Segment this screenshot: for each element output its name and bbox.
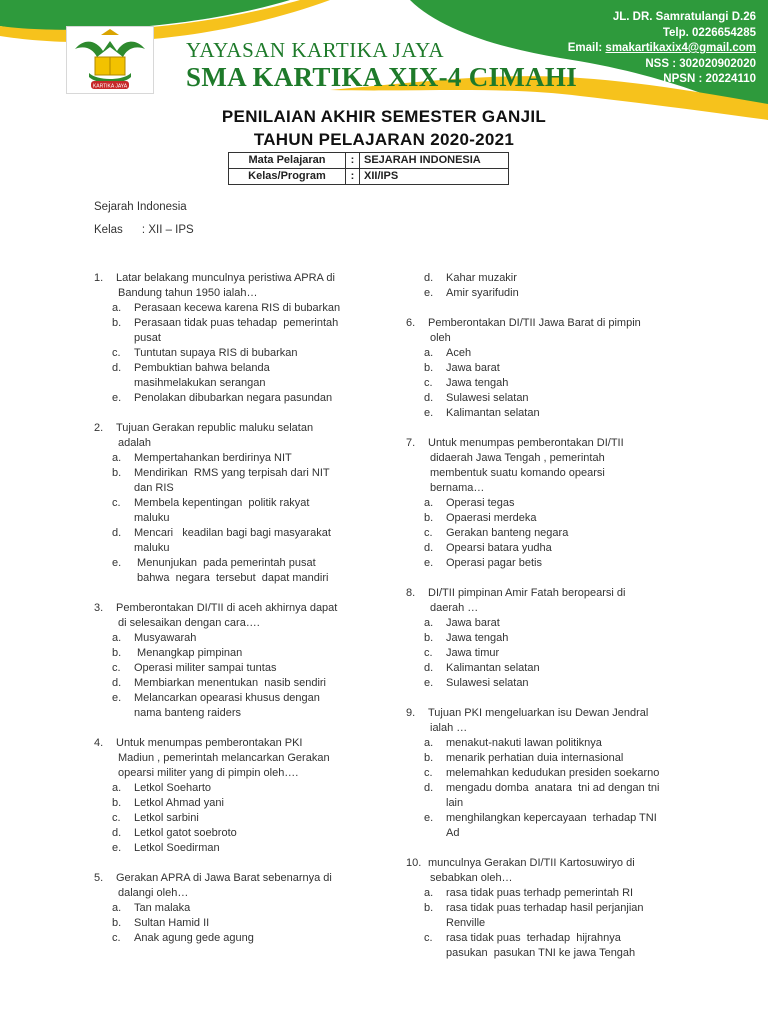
question-line: bernama… (430, 482, 485, 494)
option-letter: b. (424, 752, 434, 764)
questions-left-column (94, 271, 394, 946)
answer-option (406, 541, 706, 556)
option-text: Jawa timur (446, 647, 500, 659)
option-text: Sultan Hamid II (134, 917, 210, 929)
question-text (94, 601, 394, 631)
answer-option (406, 766, 706, 781)
exam-info-table (228, 152, 509, 185)
option-text: Pembuktian bahwa belanda (134, 362, 270, 374)
option-letter: c. (112, 497, 121, 509)
option-text: Aceh (446, 347, 472, 359)
answer-option (406, 661, 706, 676)
option-text: mengadu domba anatara tni ad dengan tni (446, 782, 660, 794)
option-letter: d. (424, 542, 434, 554)
question-item (94, 271, 394, 406)
questions-right-column (406, 271, 706, 961)
question-text (406, 436, 706, 496)
option-letter: d. (112, 677, 122, 689)
option-letter: b. (112, 467, 122, 479)
answer-option (94, 841, 394, 856)
answer-option (94, 931, 394, 946)
question-line: Untuk menumpas pemberontakan DI/TII (428, 437, 624, 449)
option-text: pasukan pasukan TNI ke jawa Tengah (446, 947, 636, 959)
option-letter: e. (112, 557, 122, 569)
answer-option (406, 811, 706, 841)
option-letter: d. (424, 272, 434, 284)
question-text (94, 421, 394, 451)
option-text: Kalimantan selatan (446, 407, 540, 419)
answer-option (406, 556, 706, 571)
option-text: Penolakan dibubarkan negara pasundan (134, 392, 333, 404)
option-text: Opaerasi merdeka (446, 512, 537, 524)
option-text: Amir syarifudin (446, 287, 519, 299)
logo-label: KARTIKA JAYA (92, 83, 128, 90)
info-colon: : (346, 153, 360, 169)
option-text: maluku (134, 512, 170, 524)
contact-block (568, 10, 756, 88)
question-number: 2. (94, 422, 104, 434)
option-letter: d. (424, 782, 434, 794)
option-letter: c. (112, 812, 121, 824)
question-line: DI/TII pimpinan Amir Fatah beropearsi di (428, 587, 626, 599)
question-line: adalah (118, 437, 152, 449)
option-text: Jawa barat (446, 362, 500, 374)
question-number: 4. (94, 737, 104, 749)
option-text: Melancarkan opearasi khusus dengan (134, 692, 320, 704)
option-text: Tuntutan supaya RIS di bubarkan (134, 347, 298, 359)
option-letter: b. (424, 632, 434, 644)
school-logo (66, 26, 154, 94)
option-text: Renville (446, 917, 486, 929)
option-letter: c. (112, 662, 121, 674)
info-value: SEJARAH INDONESIA (360, 153, 509, 169)
subject-line: Sejarah Indonesia (94, 201, 187, 213)
question-line: Latar belakang munculnya peristiwa APRA di (116, 272, 335, 284)
answer-option (94, 556, 394, 586)
option-text: Letkol gatot soebroto (134, 827, 237, 839)
answer-option (94, 631, 394, 646)
answer-option (94, 316, 394, 346)
option-letter: b. (112, 917, 122, 929)
answer-option (94, 391, 394, 406)
answer-option (406, 286, 706, 301)
option-text: Letkol Ahmad yani (134, 797, 224, 809)
option-text: Letkol Soeharto (134, 782, 212, 794)
answer-option (94, 661, 394, 676)
option-letter: e. (112, 842, 122, 854)
logo-emblem-icon (67, 27, 153, 93)
answer-option (94, 811, 394, 826)
answer-option (94, 691, 394, 721)
option-text: Menangkap pimpinan (134, 647, 243, 659)
option-text: Letkol sarbini (134, 812, 199, 824)
question-item (406, 586, 706, 691)
answer-option (406, 736, 706, 751)
question-item (406, 316, 706, 421)
option-text: Jawa tengah (446, 632, 509, 644)
option-text: Perasaan kecewa karena RIS di bubarkan (134, 302, 341, 314)
question-text (406, 316, 706, 346)
question-number: 5. (94, 872, 104, 884)
info-row-subject (229, 153, 509, 169)
answer-option (406, 526, 706, 541)
option-text: Operasi tegas (446, 497, 515, 509)
question-item (94, 736, 394, 856)
question-line: Pemberontakan DI/TII di aceh akhirnya dapat (116, 602, 338, 614)
option-text: rasa tidak puas terhadap hijrahnya (446, 932, 621, 944)
question-text (406, 706, 706, 736)
question-line: opearsi militer yang di pimpin oleh…. (118, 767, 299, 779)
option-text: bahwa negara tersebut dapat mandiri (134, 572, 329, 584)
option-text: nama banteng raiders (134, 707, 242, 719)
answer-option (94, 496, 394, 526)
option-letter: a. (112, 782, 122, 794)
option-text: dan RIS (134, 482, 174, 494)
continued-options (406, 271, 706, 301)
answer-option (406, 676, 706, 691)
foundation-name: YAYASAN KARTIKA JAYA (186, 38, 445, 62)
option-letter: e. (424, 407, 434, 419)
question-number: 10. (406, 857, 422, 869)
question-item (406, 436, 706, 571)
option-letter: e. (112, 692, 122, 704)
answer-option (406, 391, 706, 406)
option-letter: c. (424, 527, 433, 539)
option-text: Menunjukan pada pemerintah pusat (134, 557, 316, 569)
question-text (94, 871, 394, 901)
option-letter: a. (112, 452, 122, 464)
option-text: Anak agung gede agung (134, 932, 254, 944)
question-text (406, 586, 706, 616)
question-number: 6. (406, 317, 416, 329)
option-text: Jawa tengah (446, 377, 509, 389)
option-text: Membiarkan menentukan nasib sendiri (134, 677, 326, 689)
option-text: Perasaan tidak puas tehadap pemerintah (134, 317, 339, 329)
option-letter: a. (424, 617, 434, 629)
answer-option (406, 496, 706, 511)
option-text: Opearsi batara yudha (446, 542, 552, 554)
contact-npsn: NPSN : 20224110 (663, 73, 756, 85)
answer-option (406, 361, 706, 376)
option-letter: a. (424, 737, 434, 749)
option-letter: e. (424, 677, 434, 689)
option-letter: e. (424, 287, 434, 299)
question-line: Gerakan APRA di Jawa Barat sebenarnya di (116, 872, 332, 884)
answer-option (406, 346, 706, 361)
info-value: XII/IPS (360, 169, 509, 185)
option-letter: e. (424, 812, 434, 824)
option-letter: b. (112, 797, 122, 809)
option-text: Ad (446, 827, 460, 839)
question-line: Bandung tahun 1950 ialah… (118, 287, 258, 299)
option-text: Mendirikan RMS yang terpisah dari NIT (134, 467, 330, 479)
option-text: Mempertahankan berdirinya NIT (134, 452, 292, 464)
option-text: pusat (134, 332, 161, 344)
question-line: munculnya Gerakan DI/TII Kartosuwiryo di (428, 857, 635, 869)
info-key: Mata Pelajaran (229, 153, 346, 169)
answer-option (94, 361, 394, 391)
question-line: daerah … (430, 602, 479, 614)
option-letter: c. (112, 347, 121, 359)
answer-option (406, 751, 706, 766)
question-number: 1. (94, 272, 104, 284)
contact-email-row (568, 41, 756, 57)
info-colon: : (346, 169, 360, 185)
option-text: Sulawesi selatan (446, 392, 529, 404)
answer-option (94, 916, 394, 931)
option-text: rasa tidak puas terhadp pemerintah RI (446, 887, 634, 899)
question-line: Madiun , pemerintah melancarkan Gerakan (118, 752, 330, 764)
option-text: Gerakan banteng negara (446, 527, 569, 539)
info-key: Kelas/Program (229, 169, 346, 185)
option-text: Jawa barat (446, 617, 500, 629)
option-letter: b. (112, 647, 122, 659)
answer-option (406, 886, 706, 901)
option-text: rasa tidak puas terhadap hasil perjanjian (446, 902, 644, 914)
option-text: Operasi pagar betis (446, 557, 542, 569)
answer-option (406, 646, 706, 661)
question-line: Untuk menumpas pemberontakan PKI (116, 737, 303, 749)
answer-option (406, 376, 706, 391)
option-letter: b. (424, 512, 434, 524)
option-text: Tan malaka (134, 902, 191, 914)
answer-option (406, 511, 706, 526)
answer-option (406, 616, 706, 631)
answer-option (94, 526, 394, 556)
question-line: Pemberontakan DI/TII Jawa Barat di pimpin (428, 317, 641, 329)
answer-option (94, 466, 394, 496)
option-letter: d. (424, 392, 434, 404)
answer-option (406, 271, 706, 286)
option-text: Membela kepentingan politik rakyat (134, 497, 310, 509)
option-letter: c. (424, 932, 433, 944)
option-letter: c. (424, 377, 433, 389)
answer-option (94, 451, 394, 466)
option-text: Kahar muzakir (446, 272, 517, 284)
question-line: ialah … (430, 722, 468, 734)
option-text: Sulawesi selatan (446, 677, 529, 689)
option-text: Mencari keadilan bagi bagi masyarakat (134, 527, 331, 539)
option-letter: b. (424, 902, 434, 914)
option-text: maluku (134, 542, 170, 554)
option-letter: a. (424, 887, 434, 899)
answer-option (94, 301, 394, 316)
option-letter: b. (112, 317, 122, 329)
answer-option (94, 676, 394, 691)
option-text: Operasi militer sampai tuntas (134, 662, 277, 674)
contact-email-link[interactable]: smakartikaxix4@gmail.com (605, 42, 756, 54)
question-number: 7. (406, 437, 416, 449)
option-text: menakut-nakuti lawan politiknya (446, 737, 602, 749)
option-text: melemahkan kedudukan presiden soekarno (446, 767, 660, 779)
option-letter: d. (112, 827, 122, 839)
contact-address: JL. DR. Samratulangi D.26 (612, 11, 756, 23)
option-text: menghilangkan kepercayaan terhadap TNI (446, 812, 657, 824)
question-number: 9. (406, 707, 416, 719)
question-text (94, 736, 394, 781)
exam-year: TAHUN PELAJARAN 2020-2021 (253, 130, 515, 149)
question-text (406, 856, 706, 886)
option-letter: d. (112, 362, 122, 374)
question-item (406, 856, 706, 961)
answer-option (406, 931, 706, 961)
option-text: lain (446, 797, 464, 809)
question-item (406, 706, 706, 841)
contact-email-label: Email: (567, 42, 606, 54)
class-line: Kelas : XII – IPS (94, 224, 194, 236)
question-item (94, 421, 394, 586)
option-text: Kalimantan selatan (446, 662, 540, 674)
question-number: 8. (406, 587, 416, 599)
question-line: sebabkan oleh… (430, 872, 513, 884)
question-line: Tujuan Gerakan republic maluku selatan (116, 422, 314, 434)
question-line: Tujuan PKI mengeluarkan isu Dewan Jendral (428, 707, 649, 719)
question-line: membentuk suatu komando opearsi (430, 467, 605, 479)
option-text: Musyawarah (134, 632, 197, 644)
question-line: oleh (430, 332, 451, 344)
option-letter: c. (424, 647, 433, 659)
school-name: SMA KARTIKA XIX-4 CIMAHI (186, 62, 578, 92)
question-line: didaerah Jawa Tengah , pemerintah (430, 452, 605, 464)
option-letter: a. (112, 902, 122, 914)
answer-option (94, 901, 394, 916)
question-text (94, 271, 394, 301)
question-line: di selesaikan dengan cara…. (118, 617, 260, 629)
answer-option (94, 346, 394, 361)
exam-title: PENILAIAN AKHIR SEMESTER GANJIL (221, 107, 547, 126)
answer-option (94, 796, 394, 811)
answer-option (94, 781, 394, 796)
option-letter: e. (112, 392, 122, 404)
option-letter: a. (112, 632, 122, 644)
option-letter: a. (112, 302, 122, 314)
contact-nss: NSS : 302020902020 (645, 57, 756, 70)
option-letter: d. (424, 662, 434, 674)
answer-option (94, 646, 394, 661)
answer-option (406, 631, 706, 646)
option-text: Letkol Soedirman (134, 842, 220, 854)
option-text: masihmelakukan serangan (134, 377, 266, 389)
question-number: 3. (94, 602, 104, 614)
option-letter: b. (424, 362, 434, 374)
question-line: dalangi oleh… (118, 887, 189, 899)
option-text: menarik perhatian duia internasional (446, 752, 624, 764)
question-item (94, 871, 394, 946)
option-letter: c. (424, 767, 433, 779)
option-letter: a. (424, 347, 434, 359)
answer-option (406, 901, 706, 931)
answer-option (406, 406, 706, 421)
info-row-class (229, 169, 509, 185)
answer-option (94, 826, 394, 841)
option-letter: c. (112, 932, 121, 944)
question-item (94, 601, 394, 721)
option-letter: e. (424, 557, 434, 569)
answer-option (406, 781, 706, 811)
option-letter: a. (424, 497, 434, 509)
contact-phone: Telp. 0226654285 (662, 26, 756, 39)
option-letter: d. (112, 527, 122, 539)
